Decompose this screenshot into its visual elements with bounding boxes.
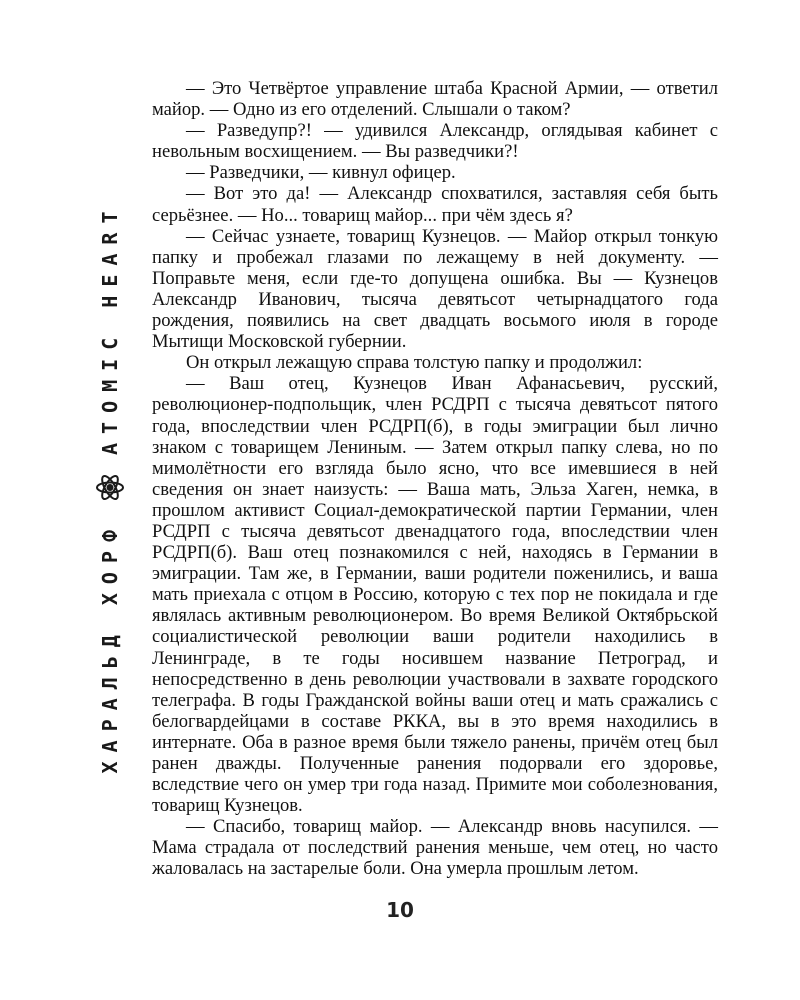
page-body bbox=[152, 78, 718, 880]
paragraph: — Разведчики, — кивнул офицер. bbox=[186, 162, 456, 184]
book-title: ATOMIC HEART bbox=[98, 202, 122, 455]
spine-running-header bbox=[98, 168, 122, 808]
paragraph: — Это Четвёртое управление штаба Красной Армии, — ответил майор. — Одно из его отделений. Слышали о таком? bbox=[152, 78, 718, 121]
paragraph: — Спасибо, товарищ майор. — Александр вновь насупился. — Мама страдала от последствий ранения меньше, чем отец, но часто жаловалась на застарелые боли. Она умерла прошлым летом. bbox=[152, 816, 718, 880]
paragraph: — Ваш отец, Кузнецов Иван Афанасьевич, русский, революционер-подпольщик, член РСДРП с тысяча девятьсот пятого года, впоследствии член РСДРП(б), в годы эмиграции был лично знаком с товарищем Лениным. — Затем открыл папку слева, но по мимолётности его взгляда было ясно, что все имевшиеся в ней сведения он знает наизусть: — Ваша мать, Эльза Хаген, немка, в прошлом активист Социал-демократической партии Германии, член РСДРП с тысяча девятьсот двенадцатого года, впоследствии член РСДРП(б). Ваш отец познакомился с ней, находясь в Германии в эмиграции. Там же, в Германии, ваши родители поженились, и ваша мать приехала с отцом в Россию, которую с тех пор не покидала и где являлась активным революционером. Во время Великой Октябрьской социалистической революции ваши родители находились в Ленинграде, в те годы носившем название Петроград, и непосредственно в день революции участвовали в захвате городского телеграфа. В годы Гражданской войны ваши отец и мать сражались с белогвардейцами в составе РККА, вы в это время находились в интернате. Оба в разное время были тяжело ранены, причём отец был ранен дважды. Полученные ранения подорвали его здоровье, вследствие чего он умер три года назад. Примите мои соболезнования, товарищ Кузнецов. bbox=[152, 373, 718, 817]
page-number: 10 bbox=[386, 898, 414, 922]
book-author: ХАРАЛЬД ХОРФ bbox=[98, 521, 122, 774]
atomic-emblem-icon bbox=[95, 473, 125, 503]
paragraph: — Сейчас узнаете, товарищ Кузнецов. — Майор открыл тонкую папку и пробежал глазами по лежащему в ней документу. — Поправьте меня, если где-то допущена ошибка. Вы — Кузнецов Александр Иванович, тысяча девятьсот четырнадцатого года рождения, появились на свет двадцать восьмого июля в городе Мытищи Московской губернии. bbox=[152, 225, 718, 353]
paragraph: — Вот это да! — Александр спохватился, заставляя себя быть серьёзнее. — Но... товарищ майор... при чём здесь я? bbox=[152, 183, 718, 226]
paragraph: Он открыл лежащую справа толстую папку и продолжил: bbox=[186, 352, 643, 374]
paragraph: — Разведупр?! — удивился Александр, оглядывая кабинет с невольным восхищением. — Вы разведчики?! bbox=[152, 120, 718, 163]
